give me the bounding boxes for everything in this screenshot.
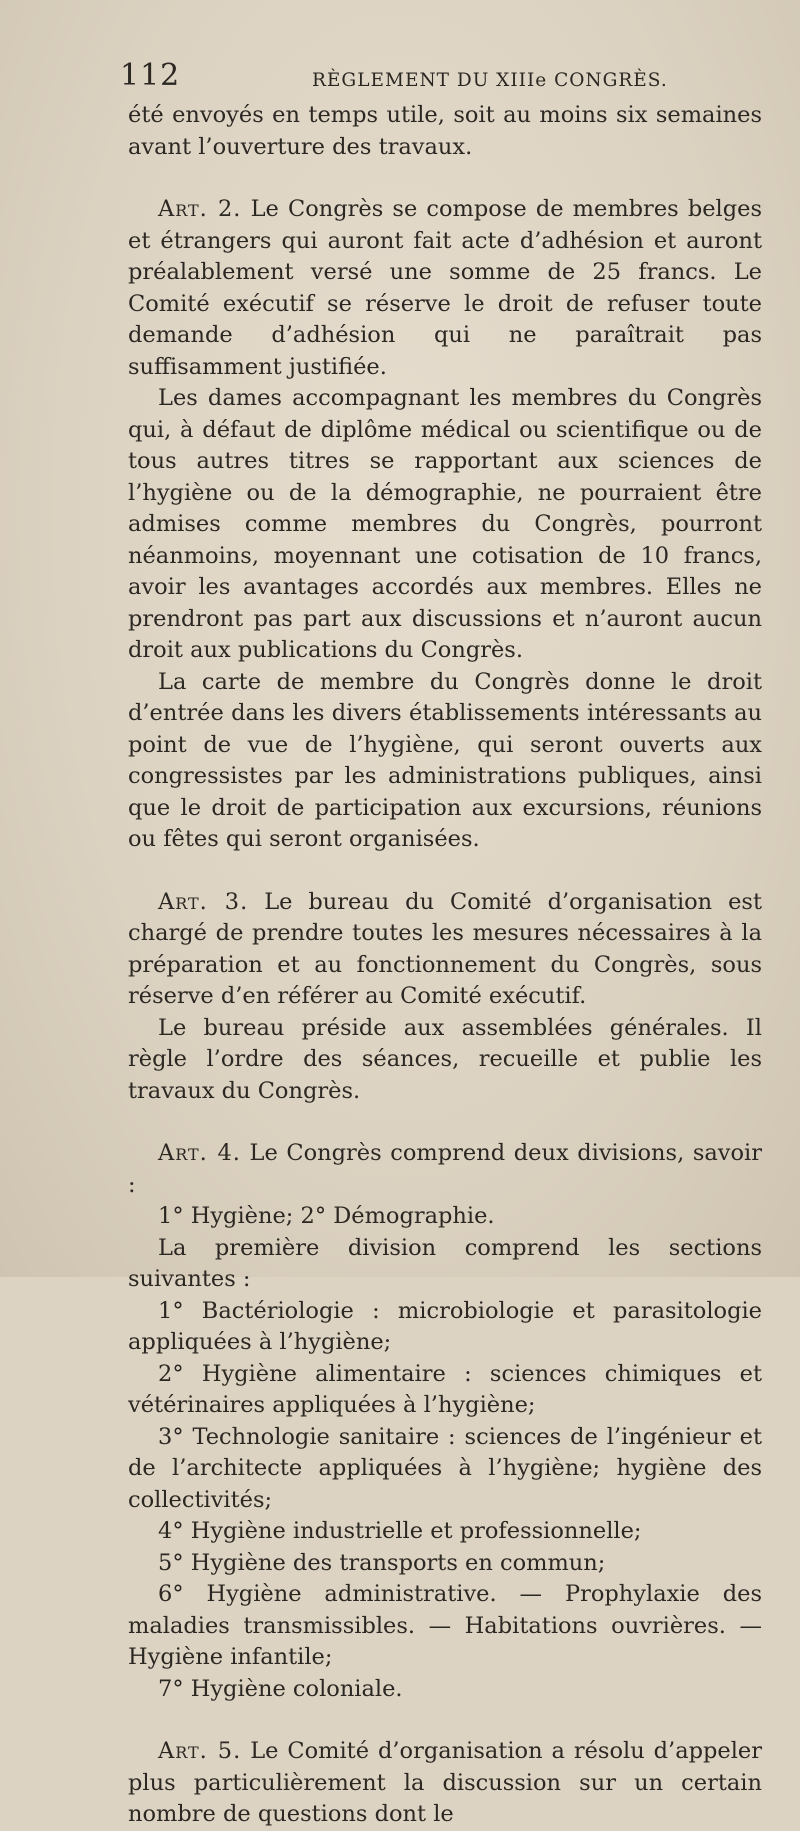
article-2-label: Art. 2. — [158, 196, 242, 222]
paragraph-continuation: été envoyés en temps utile, soit au moins six semaines avant l’ouverture des travaux. — [128, 102, 762, 160]
article-3-label: Art. 3. — [158, 888, 249, 915]
article-2-carte-paragraph: La carte de membre du Congrès donne le droit d’entrée dans les divers établissements intéressants au point de vue de l’hygiène, qui seront ouverts aux congressistes par les administrations publiques, ainsi que le droit de participation aux excursions, réunions ou fêtes qui seront organisées. — [128, 668, 762, 852]
running-title: RÈGLEMENT DU XIIIe CONGRÈS. — [312, 70, 668, 91]
article-3-bureau-paragraph: Le bureau préside aux assemblées générales. Il règle l’ordre des séances, recueille et publie les travaux du Congrès. — [128, 1014, 762, 1104]
body-text — [128, 100, 762, 1831]
section-item-7: 7° Hygiène coloniale. — [158, 1675, 403, 1702]
page-number: 112 — [120, 58, 181, 93]
section-item-3: 3° Technologie sanitaire : sciences de l’ingénieur et de l’architecte appliquées à l’hygiène; hygiène des collectivités; — [128, 1423, 762, 1513]
section-item-5: 5° Hygiène des transports en commun; — [158, 1549, 606, 1576]
article-3-paragraph — [128, 887, 762, 1013]
article-2-text: Le Congrès se compose de membres belges et étrangers qui auront fait acte d’adhésion et auront préalablement versé une somme de 25 francs. Le Comité exécutif se réserve le droit de refuser toute demande d’adhésion qui ne paraîtrait pas suffisamment justifiée. — [128, 196, 762, 380]
section-item-2: 2° Hygiène alimentaire : sciences chimiques et vétérinaires appliquées à l’hygiène; — [128, 1360, 762, 1418]
article-4-paragraph — [128, 1138, 762, 1201]
page-header — [120, 58, 720, 98]
article-2-paragraph — [128, 194, 762, 383]
article-4-label: Art. 4. — [158, 1140, 241, 1166]
article-4-text: Le Congrès comprend deux divisions, savoir : — [128, 1140, 762, 1198]
article-5-label: Art. 5. — [158, 1738, 242, 1764]
divisions-line: 1° Hygiène; 2° Démographie. — [158, 1203, 495, 1229]
article-5-text: Le Comité d’organisation a résolu d’appeler plus particulièrement la discussion sur un certain nombre de questions dont le — [128, 1738, 762, 1827]
section-item-6: 6° Hygiène administrative. — Prophylaxie des maladies transmissibles. — Habitations ouvrières. — Hygiène infantile; — [128, 1581, 762, 1670]
article-5-paragraph — [128, 1736, 762, 1831]
article-2-dames-paragraph: Les dames accompagnant les membres du Congrès qui, à défaut de diplôme médical ou scientifique ou de tous autres titres se rapportant aux sciences de l’hygiène ou de la démographie, ne pourraient être admises comme membres du Congrès, pourront néanmoins, moyennant une cotisation de 10 francs, avoir les avantages accordés aux membres. Elles ne prendront pas part aux discussions et n’auront aucun droit aux publications du Congrès. — [128, 385, 762, 663]
article-3-text: Le bureau du Comité d’organisation est chargé de prendre toutes les mesures nécessaires à la préparation et au fonctionnement du Congrès, sous réserve d’en référer au Comité exécutif. — [128, 888, 763, 1009]
section-item-1: 1° Bactériologie : microbiologie et parasitologie appliquées à l’hygiène; — [128, 1297, 762, 1355]
sections-intro: La première division comprend les sections suivantes : — [128, 1234, 762, 1292]
section-item-4: 4° Hygiène industrielle et professionnelle; — [158, 1518, 642, 1544]
